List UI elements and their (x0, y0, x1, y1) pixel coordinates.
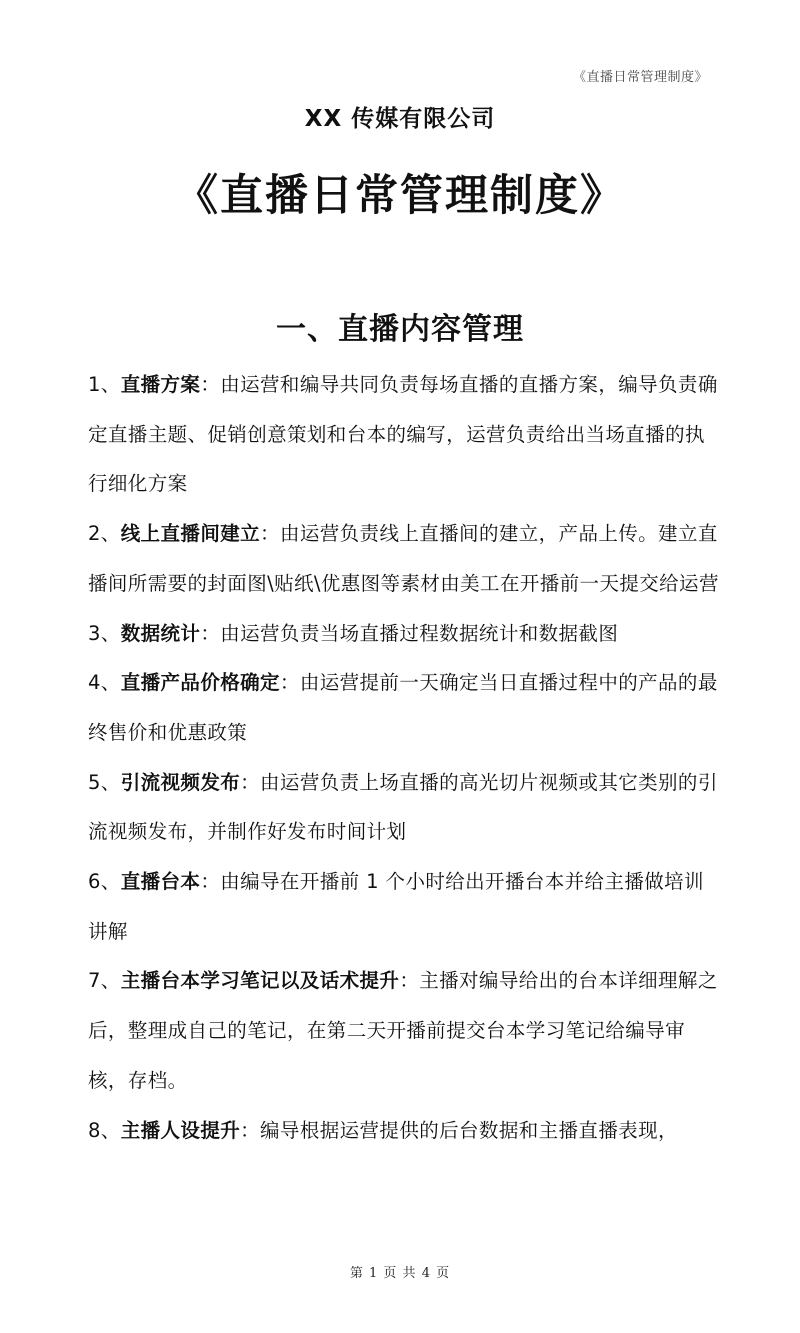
list-item (88, 360, 720, 509)
item-text: 主播对编导给出的台本详细理解之后，整理成自己的笔记，在第二天开播前提交台本学习笔记给编导审核，存档。 (88, 969, 718, 1092)
item-label: 直播方案 (120, 373, 201, 396)
item-text: 由运营提前一天确定当日直播过程中的产品的最终售价和优惠政策 (88, 671, 718, 744)
item-separator: ： (260, 522, 280, 546)
item-list (88, 360, 720, 1155)
item-number: 5、 (88, 770, 121, 794)
item-label: 线上直播间建立 (120, 522, 261, 546)
item-text: 由运营负责线上直播间的建立，产品上传。建立直播间所需要的封面图\贴纸\优惠图等素材由美工在开播前一天提交给运营 (88, 522, 719, 595)
list-item (88, 956, 720, 1105)
running-header: 《直播日常管理制度》 (572, 70, 708, 85)
list-item (88, 658, 720, 757)
item-number: 8、 (88, 1118, 121, 1142)
list-item (88, 1106, 720, 1156)
item-separator: ： (240, 1118, 261, 1142)
item-number: 1、 (88, 373, 121, 396)
document-title: 《直播日常管理制度》 (175, 171, 625, 221)
item-text: 由编导在开播前 1 个小时给出开播台本并给主播做培训讲解 (88, 870, 704, 943)
item-separator: ： (279, 671, 300, 695)
item-label: 主播台本学习笔记以及话术提升 (120, 969, 400, 993)
item-text: 编导根据运营提供的后台数据和主播直播表现， (260, 1118, 678, 1142)
company-name: XX 传媒有限公司 (304, 106, 496, 132)
list-item (88, 758, 720, 857)
list-item (88, 857, 720, 956)
item-number: 2、 (88, 522, 121, 546)
item-separator: ： (200, 621, 221, 645)
section-heading: 一、直播内容管理 (276, 312, 524, 347)
item-text: 由运营负责当场直播过程数据统计和数据截图 (220, 621, 619, 645)
item-label: 直播产品价格确定 (120, 671, 280, 695)
item-text: 由运营和编导共同负责每场直播的直播方案，编导负责确定直播主题、促销创意策划和台本的编写，运营负责给出当场直播的执行细化方案 (88, 373, 718, 496)
item-number: 3、 (88, 621, 121, 645)
item-label: 数据统计 (120, 621, 201, 645)
item-separator: ： (200, 870, 221, 894)
item-separator: ： (399, 969, 420, 993)
page-footer: 第 1 页 共 4 页 (349, 1266, 451, 1281)
item-separator: ： (200, 373, 221, 396)
list-item (88, 609, 720, 659)
item-text: 由运营负责上场直播的高光切片视频或其它类别的引流视频发布，并制作好发布时间计划 (88, 770, 718, 844)
item-separator: ： (240, 770, 261, 794)
item-label: 直播台本 (120, 870, 201, 894)
item-number: 6、 (88, 870, 121, 894)
item-number: 4、 (88, 671, 121, 695)
item-label: 引流视频发布 (120, 770, 241, 794)
item-number: 7、 (88, 969, 121, 993)
item-label: 主播人设提升 (120, 1118, 241, 1142)
list-item (88, 509, 720, 608)
